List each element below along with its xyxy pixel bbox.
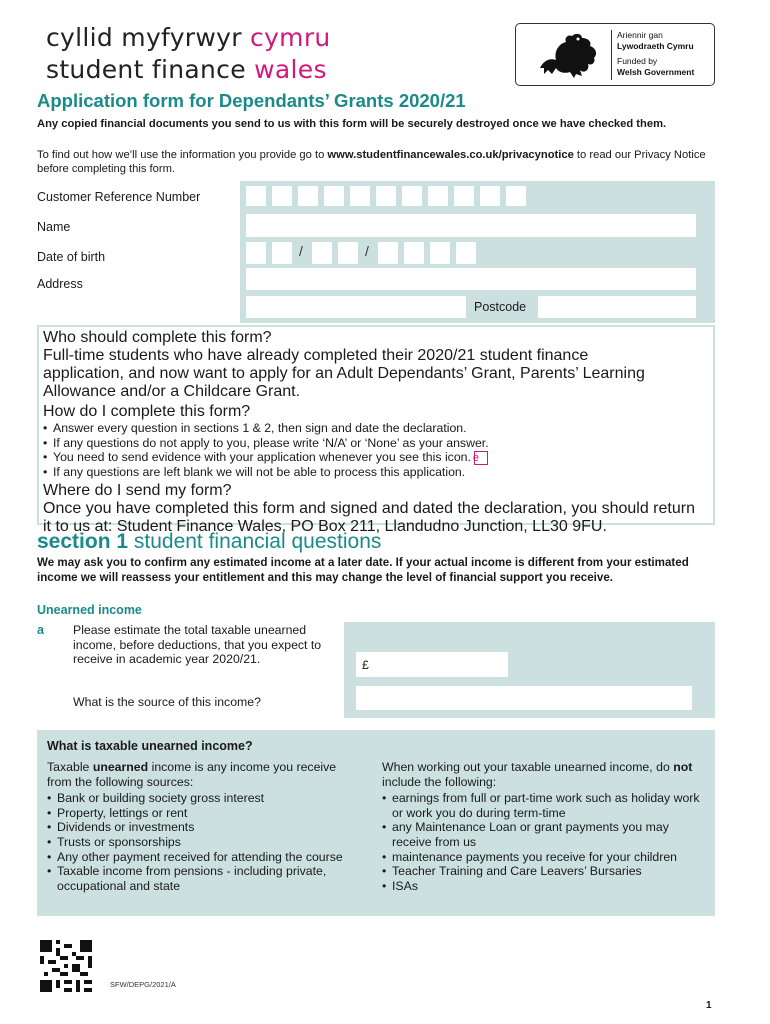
taxable-include-list (47, 791, 357, 893)
crn-digit[interactable] (324, 186, 344, 206)
gov-line-1: Ariennir gan (617, 30, 663, 40)
crn-digit[interactable] (402, 186, 422, 206)
unearned-income-heading: Unearned income (37, 603, 142, 617)
privacy-text-before: To find out how we’ll use the information you provide go to (37, 149, 328, 161)
how-list (43, 421, 709, 480)
question-a-letter: a (37, 623, 44, 637)
brand-welsh-accent: cymru (250, 23, 331, 52)
dob-boxes (246, 242, 486, 264)
exclude-item: • earnings from full or part-time work such as holiday work or work you do during term-time (382, 791, 707, 820)
question-a-text: Please estimate the total taxable unearned income, before deductions, that you expect to receive in academic year 2020/21. (73, 623, 322, 666)
destroy-notice: Any copied financial documents you send to us with this form will be securely destroyed once we have checked them. (37, 118, 667, 130)
gov-text (617, 30, 694, 78)
how-item: • If any questions do not apply to you, please write ‘N/A’ or ‘None’ as your answer. (43, 436, 709, 451)
gov-line-2: Lywodraeth Cymru (617, 41, 694, 51)
include-item: • Trusts or sponsorships (47, 835, 357, 850)
exclude-item: • Teacher Training and Care Leavers’ Bursaries (382, 864, 707, 879)
qr-code-icon (40, 940, 92, 992)
evidence-icon: e (474, 451, 488, 465)
taxable-heading: What is taxable unearned income? (47, 739, 253, 753)
income-source-field[interactable] (356, 686, 692, 710)
section-1-title (37, 530, 381, 554)
who-heading: Who should complete this form? (43, 329, 272, 346)
section-1-intro: We may ask you to confirm any estimated income at a later date. If your actual income is different from your estimated income we will reassess your entitlement and this may change the level of financial support you receive. (37, 556, 689, 584)
crn-boxes (246, 186, 536, 206)
name-field[interactable] (246, 214, 696, 237)
name-label: Name (37, 220, 71, 234)
currency-symbol: £ (362, 658, 369, 672)
gov-line-4: Welsh Government (617, 67, 695, 77)
section-1-number: section 1 (37, 530, 129, 553)
how-item: • If any questions are left blank we will not be able to process this application. (43, 465, 709, 480)
privacy-text-after: to read our Privacy Notice before completing this form. (37, 149, 706, 175)
crn-digit[interactable] (506, 186, 526, 206)
include-item: • Property, lettings or rent (47, 806, 357, 821)
include-item: • Bank or building society gross interest (47, 791, 357, 806)
welsh-government-logo (515, 23, 715, 86)
section-1-heading: student financial questions (128, 530, 382, 553)
dob-day-digit[interactable] (246, 242, 266, 264)
income-amount-field[interactable] (356, 652, 508, 677)
page-number: 1 (706, 1000, 712, 1011)
income-source-question: What is the source of this income? (73, 695, 261, 709)
how-item: • You need to send evidence with your application whenever you see this icon. e (43, 450, 709, 465)
brand-welsh-main: cyllid myfyrwyr (46, 23, 251, 52)
postcode-field[interactable] (538, 296, 696, 318)
dob-separator: / (365, 243, 369, 259)
dob-month-digit[interactable] (338, 242, 358, 264)
exclude-item: • any Maintenance Loan or grant payments you may receive from us (382, 820, 707, 849)
instructions-content (43, 329, 709, 536)
brand-english-main: student finance (46, 55, 255, 84)
dob-year-digit[interactable] (378, 242, 398, 264)
address-line-2[interactable] (246, 296, 466, 318)
crn-digit[interactable] (376, 186, 396, 206)
crn-digit[interactable] (454, 186, 474, 206)
taxable-right-intro: When working out your taxable unearned income, do not include the following: (382, 760, 693, 789)
how-heading: How do I complete this form? (43, 403, 251, 420)
crn-digit[interactable] (480, 186, 500, 206)
exclude-item: • ISAs (382, 879, 707, 894)
taxable-right-column (382, 760, 707, 893)
dob-separator: / (299, 243, 303, 259)
logo-divider (611, 30, 612, 80)
dob-month-digit[interactable] (312, 242, 332, 264)
include-item: • Any other payment received for attending the course (47, 850, 357, 865)
taxable-left-intro: Taxable unearned income is any income you receive from the following sources: (47, 760, 337, 789)
taxable-left-column (47, 760, 357, 893)
dob-year-digit[interactable] (404, 242, 424, 264)
dragon-icon (534, 30, 602, 80)
crn-digit[interactable] (272, 186, 292, 206)
gov-line-3: Funded by (617, 56, 658, 66)
brand-english (46, 55, 327, 85)
crn-digit[interactable] (350, 186, 370, 206)
dob-label: Date of birth (37, 250, 106, 264)
postcode-label: Postcode (474, 300, 527, 314)
address-line-1[interactable] (246, 268, 696, 290)
who-text: Full-time students who have already completed their 2020/21 student finance application, and now want to apply for an Adult Dependants’ Grant, Parents’ Learning Allowance and/or a Childcare Grant. (43, 347, 645, 400)
form-title: Application form for Dependants’ Grants 2020/21 (37, 90, 466, 111)
brand-welsh (46, 23, 331, 53)
dob-day-digit[interactable] (272, 242, 292, 264)
privacy-notice (37, 148, 717, 176)
crn-label: Customer Reference Number (37, 190, 201, 204)
form-code: SFW/DEPG/2021/A (110, 980, 176, 989)
exclude-item: • maintenance payments you receive for your children (382, 850, 707, 865)
where-text: Once you have completed this form and signed and dated the declaration, you should return it to us at: Student Finance Wales, PO Box 211, Llandudno Junction, LL30 9FU. (43, 499, 695, 535)
include-item: • Dividends or investments (47, 820, 357, 835)
address-label: Address (37, 277, 83, 291)
dob-year-digit[interactable] (430, 242, 450, 264)
brand-english-accent: wales (254, 55, 327, 84)
crn-digit[interactable] (246, 186, 266, 206)
taxable-exclude-list (382, 791, 707, 893)
crn-digit[interactable] (298, 186, 318, 206)
privacy-link[interactable]: www.studentfinancewales.co.uk/privacynotice (327, 149, 574, 161)
dob-year-digit[interactable] (456, 242, 476, 264)
include-item: • Taxable income from pensions - including private, occupational and state (47, 864, 357, 893)
crn-digit[interactable] (428, 186, 448, 206)
where-heading: Where do I send my form? (43, 481, 232, 499)
how-item: • Answer every question in sections 1 & 2, then sign and date the declaration. (43, 421, 709, 436)
